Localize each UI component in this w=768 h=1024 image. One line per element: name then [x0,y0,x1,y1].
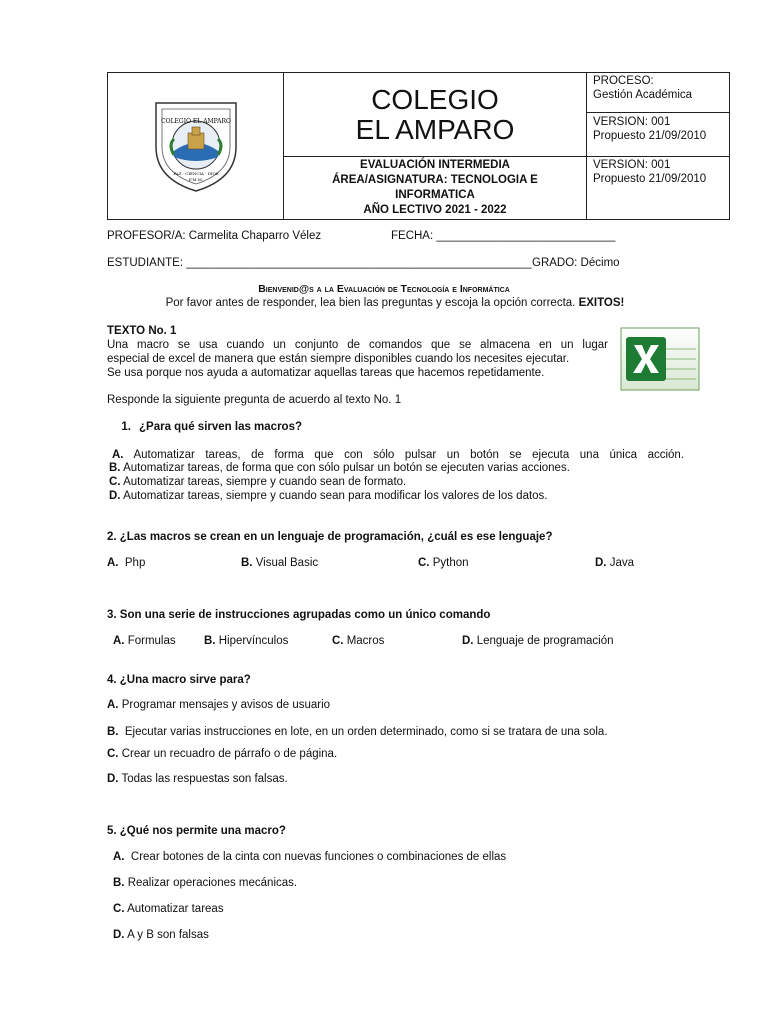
grado-line: GRADO: Décimo [532,257,620,269]
texto-line3: Se usa porque nos ayuda a automatizar aquellas tareas que hacemos repetidamente. [107,367,545,379]
logo-cell [108,73,284,220]
option-text: Automatizar tareas, de forma que con sólo pulsar un botón se ejecuten varias acciones. [123,462,570,474]
q1-option-c[interactable] [109,476,406,488]
svg-text:F.M.M.: F.M.M. [188,176,203,182]
welcome-title: Bienvenid@s a la Evaluación de Tecnología e Informática [258,283,510,295]
q3-option-d[interactable] [462,635,614,647]
option-text: Java [609,557,634,569]
profesor-line: PROFESOR/A: Carmelita Chaparro Vélez [107,230,322,242]
svg-text:PAZ · CIENCIA · DIOS: PAZ · CIENCIA · DIOS [172,170,219,176]
option-letter: D. [462,635,474,647]
option-text: Visual Basic [255,557,319,569]
q1-number: 1. [121,421,131,433]
q1-option-a[interactable] [112,449,684,461]
option-letter: B. [113,877,125,889]
option-letter: C. [109,476,121,488]
option-text: Hipervínculos [218,635,289,647]
excel-icon [620,327,700,391]
texto-line2: especial de excel de manera que están siempre disponibles cuando los necesites ejecutar. [107,353,570,365]
texto-prompt: Responde la siguiente pregunta de acuerdo al texto No. 1 [107,394,402,406]
q3-option-a[interactable] [113,635,176,647]
version2-cell [587,157,730,220]
option-letter: C. [107,748,119,760]
option-text: Php [124,557,146,569]
question-1 [107,421,302,433]
option-text: Automatizar tareas, de forma que con sólo pulsar un botón se ejecuta una única acción. [133,449,685,461]
option-text: Programar mensajes y avisos de usuario [121,699,331,711]
option-letter: C. [418,557,430,569]
q2-option-d[interactable] [595,557,634,569]
version1-label: VERSION: 001 [593,116,671,128]
question-2: 2. ¿Las macros se crean en un lenguaje de programación, ¿cuál es ese lenguaje? [107,531,553,543]
q3-option-b[interactable] [204,635,288,647]
eval-year: AÑO LECTIVO 2021 - 2022 [363,204,507,216]
option-text: Automatizar tareas [127,903,224,915]
option-text: Lenguaje de programación [476,635,614,647]
option-letter: D. [107,773,119,785]
option-text: Automatizar tareas, siempre y cuando sean para modificar los valores de los datos. [123,490,548,502]
q4-option-b[interactable] [107,726,608,738]
question-4: 4. ¿Una macro sirve para? [107,674,251,686]
option-text: Macros [346,635,385,647]
option-text: A y B son falsas [127,929,209,941]
q1-text: ¿Para qué sirven las macros? [139,421,302,433]
option-letter: A. [113,851,125,863]
texto-line1: Una macro se usa cuando un conjunto de comandos que se almacena en un lugar [107,339,608,351]
fecha-field[interactable]: FECHA: ____________________________ [391,230,616,242]
option-letter: D. [109,490,121,502]
option-letter: C. [332,635,344,647]
option-letter: B. [241,557,253,569]
q2-option-b[interactable] [241,557,318,569]
svg-text:COLEGIO EL AMPARO: COLEGIO EL AMPARO [160,117,231,125]
version2-value: Propuesto 21/09/2010 [593,173,707,185]
school-name-line1: COLEGIO [371,83,499,115]
q1-option-d[interactable] [109,490,548,502]
q4-option-c[interactable] [107,748,337,760]
option-letter: C. [113,903,125,915]
q3-option-c[interactable] [332,635,384,647]
option-text: Python [432,557,469,569]
proceso-value: Gestión Académica [593,89,693,101]
q2-option-c[interactable] [418,557,469,569]
option-text: Ejecutar varias instrucciones en lote, en un orden determinado, como si se tratara de una sola. [124,726,608,738]
option-letter: B. [204,635,216,647]
school-name-cell [284,73,587,157]
q5-option-d[interactable] [113,929,209,941]
q1-option-b[interactable] [109,462,570,474]
option-letter: B. [109,462,121,474]
q5-option-a[interactable] [113,851,506,863]
question-5: 5. ¿Qué nos permite una macro? [107,825,286,837]
option-letter: D. [595,557,607,569]
proceso-cell [587,73,730,157]
question-3: 3. Son una serie de instrucciones agrupadas como un único comando [107,609,491,621]
header-table [107,72,730,220]
option-letter: A. [112,449,124,461]
option-letter: D. [113,929,125,941]
option-letter: A. [107,699,119,711]
school-crest-icon [148,95,244,195]
version2-label: VERSION: 001 [593,159,671,171]
option-text: Formulas [127,635,176,647]
option-letter: A. [107,557,119,569]
q4-option-d[interactable] [107,773,288,785]
evaluation-info-cell [284,157,587,220]
q5-option-c[interactable] [113,903,224,915]
eval-area: ÁREA/ASIGNATURA: TECNOLOGIA E [332,174,538,186]
welcome-instruction [0,297,768,309]
option-letter: B. [107,726,119,738]
eval-subject: INFORMATICA [395,189,475,201]
q2-option-a[interactable] [107,557,145,569]
version1-value: Propuesto 21/09/2010 [593,130,707,142]
option-text: Crear un recuadro de párrafo o de página. [121,748,338,760]
option-letter: A. [113,635,125,647]
q4-option-a[interactable] [107,699,330,711]
eval-title: EVALUACIÓN INTERMEDIA [360,159,510,171]
texto-title: TEXTO No. 1 [107,325,177,337]
estudiante-field[interactable]: ESTUDIANTE: ______________________________________________________ [107,257,532,269]
instruction-text: Por favor antes de responder, lea bien las preguntas y escoja la opción correcta. [165,297,576,309]
option-text: Automatizar tareas, siempre y cuando sean de formato. [123,476,407,488]
q5-option-b[interactable] [113,877,297,889]
option-text: Realizar operaciones mecánicas. [127,877,298,889]
option-text: Crear botones de la cinta con nuevas funciones o combinaciones de ellas [130,851,507,863]
exitos-text: EXITOS! [578,297,625,309]
proceso-label: PROCESO: [593,75,654,87]
option-text: Todas las respuestas son falsas. [121,773,288,785]
school-name-line2: EL AMPARO [355,113,515,145]
